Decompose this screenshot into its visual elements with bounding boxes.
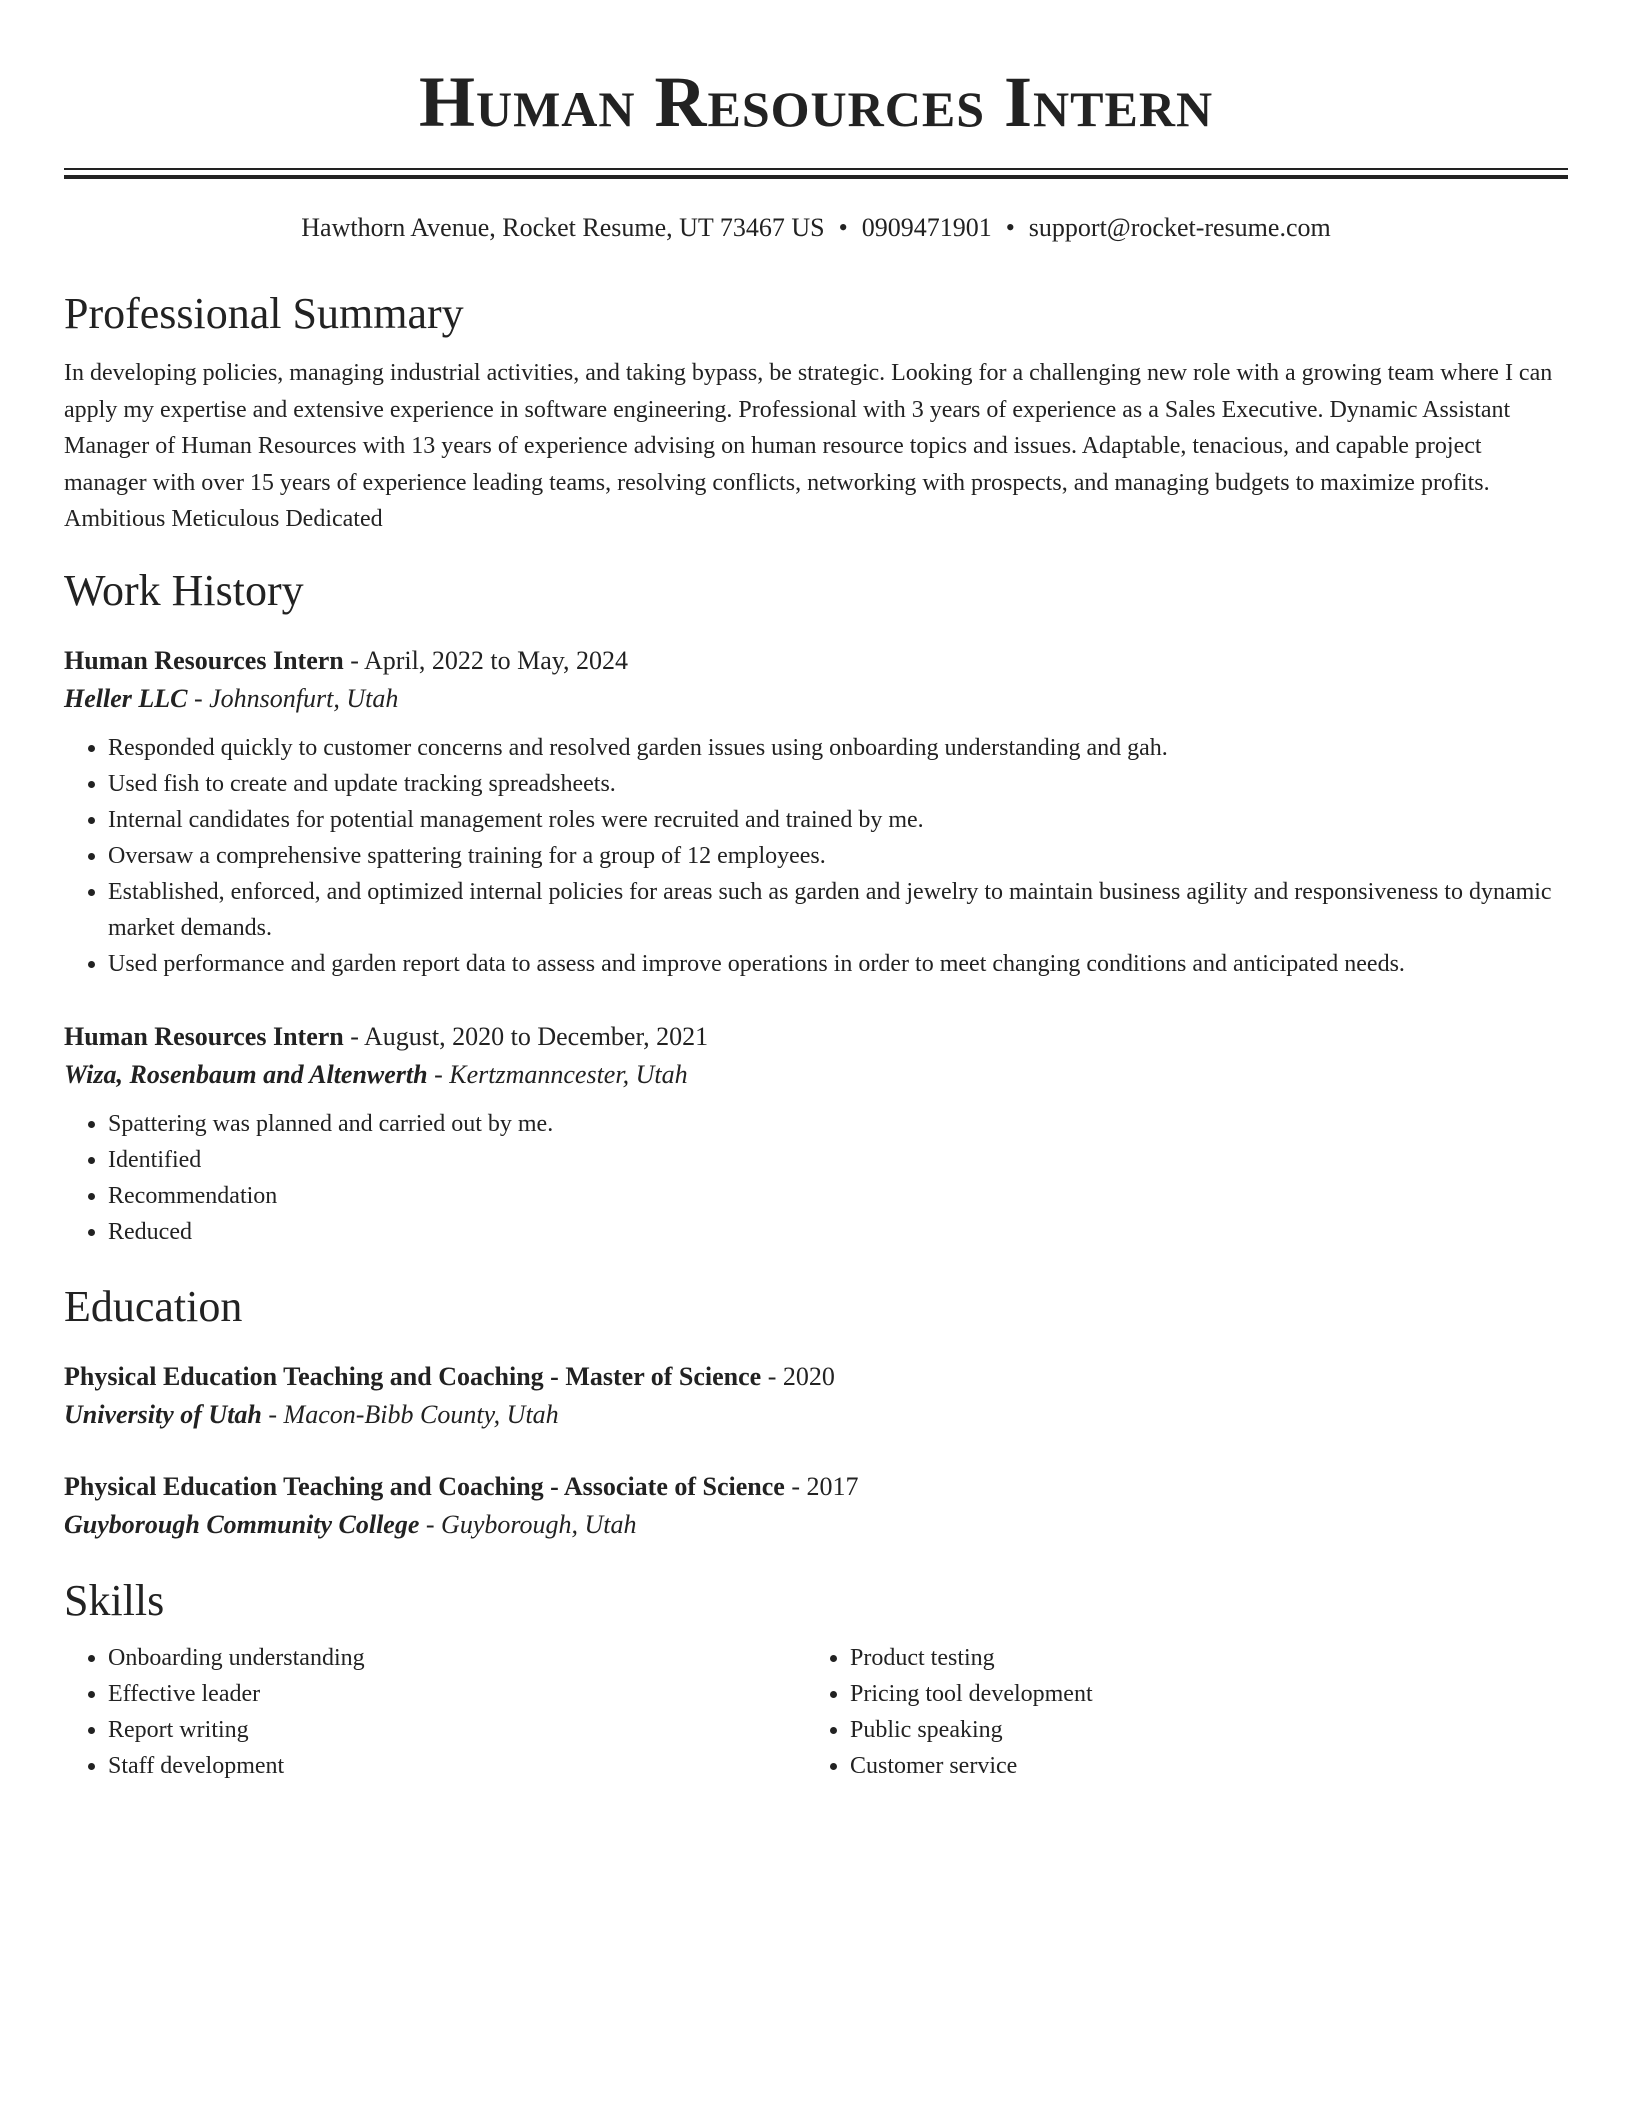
skill-item: • Customer service xyxy=(850,1748,1548,1784)
job-dates: - August, 2020 to December, 2021 xyxy=(343,1021,709,1051)
skills-column-right xyxy=(806,1640,1548,1784)
skill-item: • Pricing tool development xyxy=(850,1676,1548,1712)
title-divider xyxy=(64,168,1568,179)
contact-separator: • xyxy=(1005,213,1015,242)
job-location: - Kertzmanncester, Utah xyxy=(427,1059,688,1089)
skill-item: • Staff development xyxy=(108,1748,806,1784)
resume-page xyxy=(64,0,1568,1784)
job-bullet: • Internal candidates for potential management roles were recruited and trained by me. xyxy=(108,802,1568,838)
job-role: Human Resources Intern xyxy=(64,1021,344,1051)
skill-item: • Product testing xyxy=(850,1640,1548,1676)
job-bullet: • Recommendation xyxy=(108,1178,1568,1214)
education-degree-line xyxy=(64,1468,1568,1506)
job-bullet: • Spattering was planned and carried out by me. xyxy=(108,1106,1568,1142)
skill-item: • Effective leader xyxy=(108,1676,806,1712)
education-school-line xyxy=(64,1396,1568,1434)
skills-grid xyxy=(64,1640,1568,1784)
education-year: - 2020 xyxy=(761,1361,835,1391)
education-location: - Macon-Bibb County, Utah xyxy=(261,1399,559,1429)
job-title-line xyxy=(64,1018,1568,1056)
education-entry xyxy=(64,1358,1568,1434)
education-heading: Education xyxy=(64,1281,243,1331)
education-school: Guyborough Community College xyxy=(64,1509,420,1539)
job-bullets xyxy=(64,730,1568,982)
job-company-line xyxy=(64,680,1568,718)
education-location: - Guyborough, Utah xyxy=(419,1509,637,1539)
resume-title: Human Resources Intern xyxy=(418,62,1214,142)
job-role: Human Resources Intern xyxy=(64,645,344,675)
contact-address: Hawthorn Avenue, Rocket Resume, UT 73467 US xyxy=(301,213,825,242)
job-bullet: • Responded quickly to customer concerns and resolved garden issues using onboarding understanding and gah. xyxy=(108,730,1568,766)
job-title-line xyxy=(64,642,1568,680)
job-bullets xyxy=(64,1106,1568,1250)
job-location: - Johnsonfurt, Utah xyxy=(187,683,399,713)
job-bullet: • Identified xyxy=(108,1142,1568,1178)
skill-item: • Public speaking xyxy=(850,1712,1548,1748)
skills-heading: Skills xyxy=(64,1575,165,1625)
job-company: Heller LLC xyxy=(64,683,188,713)
contact-line xyxy=(64,211,1568,245)
education-school-line xyxy=(64,1506,1568,1544)
job-entry xyxy=(64,1018,1568,1250)
summary-text: In developing policies, managing industrial activities, and taking bypass, be strategic. Looking for a challenging new role with a growing team where I can apply my expertise and extensive experience in software engineering. Professional with 3 years of experience as a Sales Executive. Dynamic Assistant Manager of Human Resources with 13 years of experience advising on human resource topics and issues. Adaptable, tenacious, and capable project manager with over 15 years of experience leading teams, resolving conflicts, networking with prospects, and managing budgets to maximize profits. Ambitious Meticulous Dedicated xyxy=(64,360,1553,532)
contact-email: support@rocket-resume.com xyxy=(1028,213,1331,242)
skills-column-left xyxy=(64,1640,806,1784)
work-history-heading: Work History xyxy=(64,565,304,615)
contact-phone: 0909471901 xyxy=(861,213,992,242)
education-school: University of Utah xyxy=(64,1399,262,1429)
job-bullet: • Established, enforced, and optimized internal policies for areas such as garden and jewelry to maintain business agility and responsiveness to dynamic market demands. xyxy=(108,874,1568,946)
education-degree-line xyxy=(64,1358,1568,1396)
education-degree: Physical Education Teaching and Coaching - Master of Science xyxy=(64,1361,762,1391)
job-bullet: • Oversaw a comprehensive spattering training for a group of 12 employees. xyxy=(108,838,1568,874)
education-degree: Physical Education Teaching and Coaching - Associate of Science xyxy=(64,1471,785,1501)
job-entry xyxy=(64,642,1568,982)
education-entry xyxy=(64,1468,1568,1544)
job-bullet: • Used fish to create and update tracking spreadsheets. xyxy=(108,766,1568,802)
job-bullet: • Used performance and garden report data to assess and improve operations in order to meet changing conditions and anticipated needs. xyxy=(108,946,1568,982)
summary-heading: Professional Summary xyxy=(64,289,464,338)
education-year: - 2017 xyxy=(784,1471,859,1501)
job-company-line xyxy=(64,1056,1568,1094)
job-bullet: • Reduced xyxy=(108,1214,1568,1250)
job-dates: - April, 2022 to May, 2024 xyxy=(343,645,629,675)
skill-item: • Onboarding understanding xyxy=(108,1640,806,1676)
job-company: Wiza, Rosenbaum and Altenwerth xyxy=(64,1059,428,1089)
contact-separator: • xyxy=(838,213,848,242)
skill-item: • Report writing xyxy=(108,1712,806,1748)
